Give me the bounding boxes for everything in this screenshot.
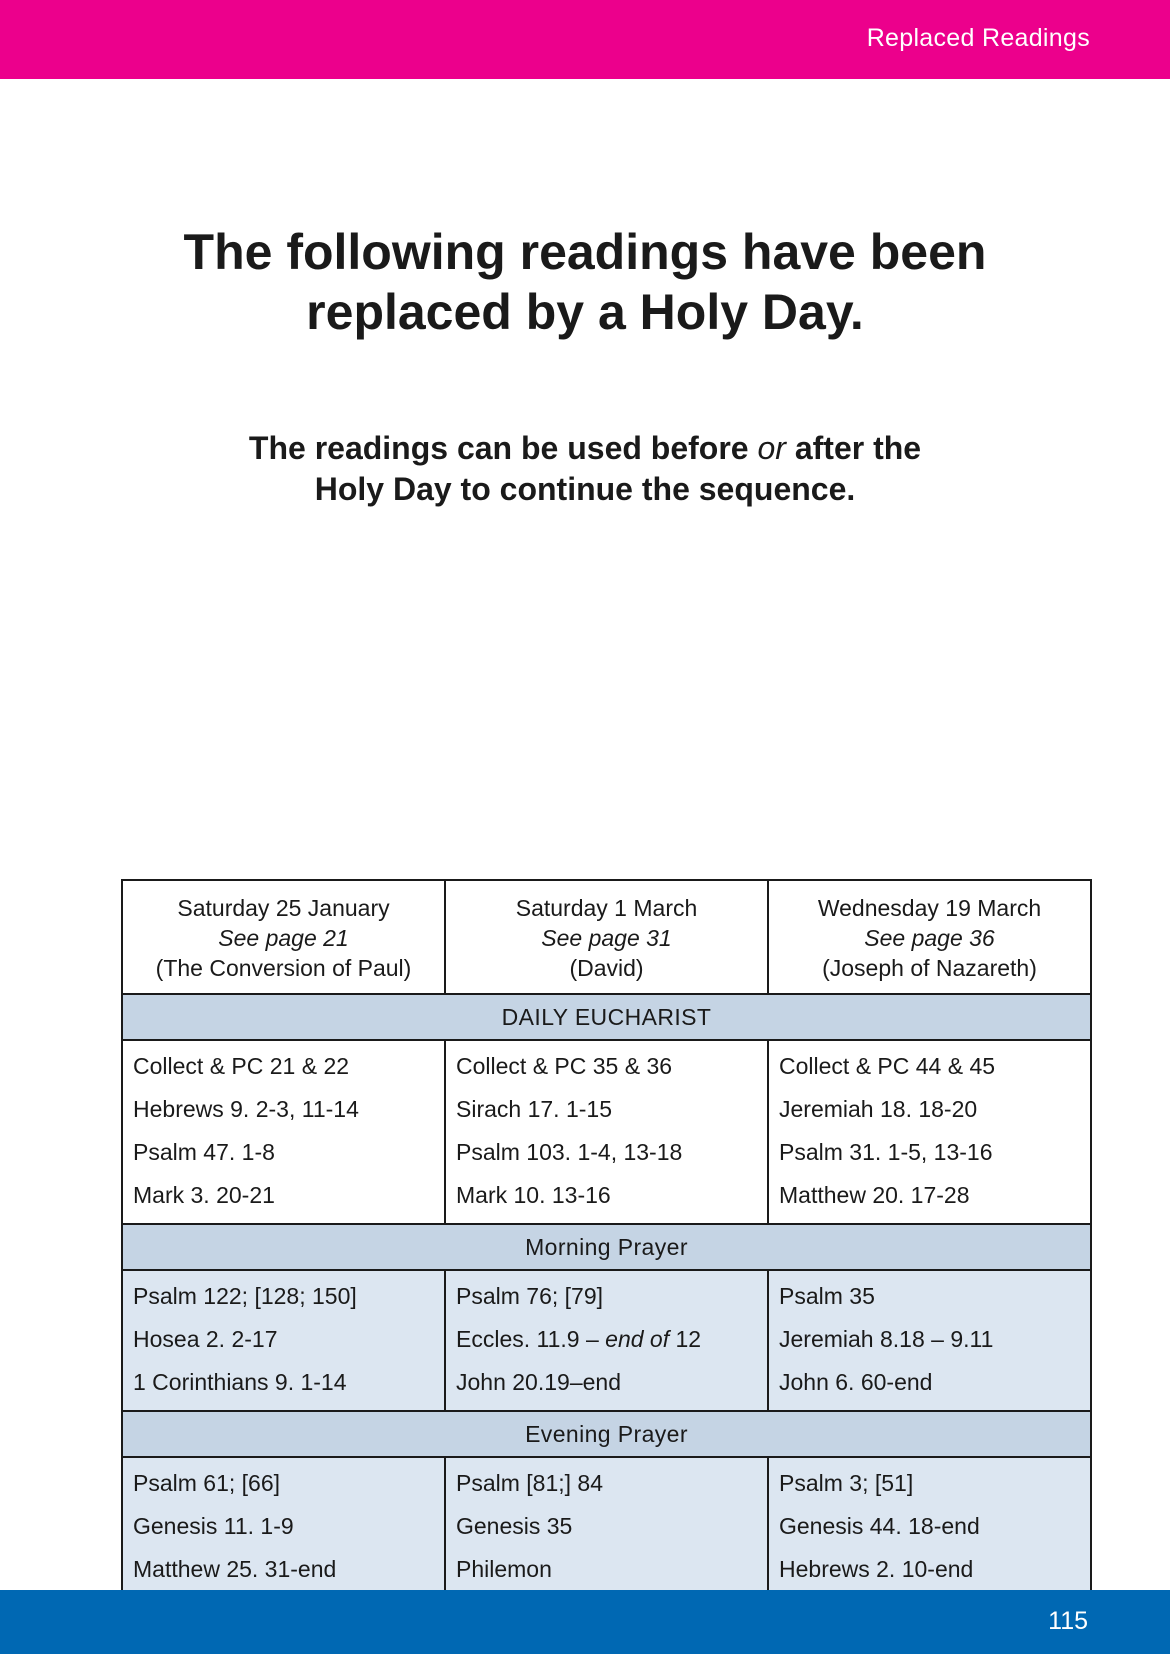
subheadline-emphasis: or [757,430,786,466]
readings-cell [768,1457,1091,1598]
column-see-page: See page 31 [541,925,672,951]
section-title: Morning Prayer [122,1224,1091,1270]
section-title: DAILY EUCHARIST [122,994,1091,1040]
readings-cell [122,1457,445,1598]
column-header-1 [122,880,445,994]
reading-line: Collect & PC 35 & 36 [456,1053,673,1079]
column-holy-day: (Joseph of Nazareth) [822,955,1037,981]
reading-line: Hebrews 9. 2-3, 11-14 [133,1096,359,1122]
table-row [122,1040,1091,1224]
running-header: Replaced Readings [866,24,1090,52]
readings-cell [445,1457,768,1598]
column-day: Wednesday 19 March [817,895,1042,921]
reading-line: Hebrews 2. 10-end [779,1556,974,1582]
reading-line: Jeremiah 18. 18-20 [779,1096,978,1122]
reading-line: Psalm 47. 1-8 [133,1139,275,1165]
reading-line: Matthew 25. 31-end [133,1556,337,1582]
reading-line: Mark 3. 20-21 [133,1182,275,1208]
reading-line: Philemon [456,1556,552,1582]
reading-line: Sirach 17. 1-15 [456,1096,612,1122]
column-see-page: See page 21 [218,925,349,951]
reading-line: Genesis 44. 18-end [779,1513,980,1539]
reading-line: Collect & PC 44 & 45 [779,1053,996,1079]
reading-line: John 20.19–end [456,1369,621,1395]
readings-cell [768,1040,1091,1224]
reading-line: Psalm 103. 1-4, 13-18 [456,1139,683,1165]
readings-cell [445,1040,768,1224]
header-band [0,0,1170,79]
column-holy-day: (David) [569,955,644,981]
page-headline [0,222,1170,342]
eccles-emphasis: end of [605,1326,670,1352]
readings-table [121,879,1092,1599]
column-day: Saturday 1 March [515,895,698,921]
readings-cell [768,1270,1091,1411]
table-header-row [122,880,1091,994]
footer-band [0,1590,1170,1654]
reading-line: Psalm 76; [79] [456,1283,604,1309]
reading-line: John 6. 60-end [779,1369,933,1395]
table-row [122,1457,1091,1598]
reading-line: Psalm 35 [779,1283,875,1309]
reading-line: Jeremiah 8.18 – 9.11 [779,1326,994,1352]
eccles-after: 12 [669,1326,702,1352]
reading-line: Psalm 3; [51] [779,1470,914,1496]
readings-cell [122,1040,445,1224]
reading-line: Hosea 2. 2-17 [133,1326,278,1352]
subheadline-line-1 [0,428,1170,469]
section-row-evening-prayer [122,1411,1091,1457]
column-day: Saturday 25 January [177,895,390,921]
reading-line: Psalm 61; [66] [133,1470,281,1496]
reading-line: Psalm 122; [128; 150] [133,1283,357,1309]
reading-line: Mark 10. 13-16 [456,1182,611,1208]
reading-line: 1 Corinthians 9. 1-14 [133,1369,347,1395]
column-header-3 [768,880,1091,994]
reading-line: Psalm [81;] 84 [456,1470,604,1496]
column-header-2 [445,880,768,994]
headline-line-1: The following readings have been [183,224,987,280]
column-see-page: See page 36 [864,925,995,951]
table-row [122,1270,1091,1411]
subheadline-text-a: The readings can be used before [248,430,758,466]
readings-cell [122,1270,445,1411]
section-row-daily-eucharist [122,994,1091,1040]
subheadline-text-b: after the [785,430,922,466]
column-holy-day: (The Conversion of Paul) [155,955,412,981]
readings-cell [445,1270,768,1411]
headline-line-2: replaced by a Holy Day. [306,284,864,340]
section-title: Evening Prayer [122,1411,1091,1457]
reading-line: Genesis 35 [456,1513,573,1539]
page-subheadline [0,428,1170,510]
reading-line: Genesis 11. 1-9 [133,1513,294,1539]
page-number: 115 [1048,1607,1088,1635]
subheadline-line-2: Holy Day to continue the sequence. [314,471,856,507]
reading-line: Collect & PC 21 & 22 [133,1053,350,1079]
reading-line: Matthew 20. 17-28 [779,1182,970,1208]
eccles-before: Eccles. 11.9 – [456,1326,606,1352]
reading-line: Psalm 31. 1-5, 13-16 [779,1139,993,1165]
section-row-morning-prayer [122,1224,1091,1270]
reading-line-eccles [456,1318,767,1361]
